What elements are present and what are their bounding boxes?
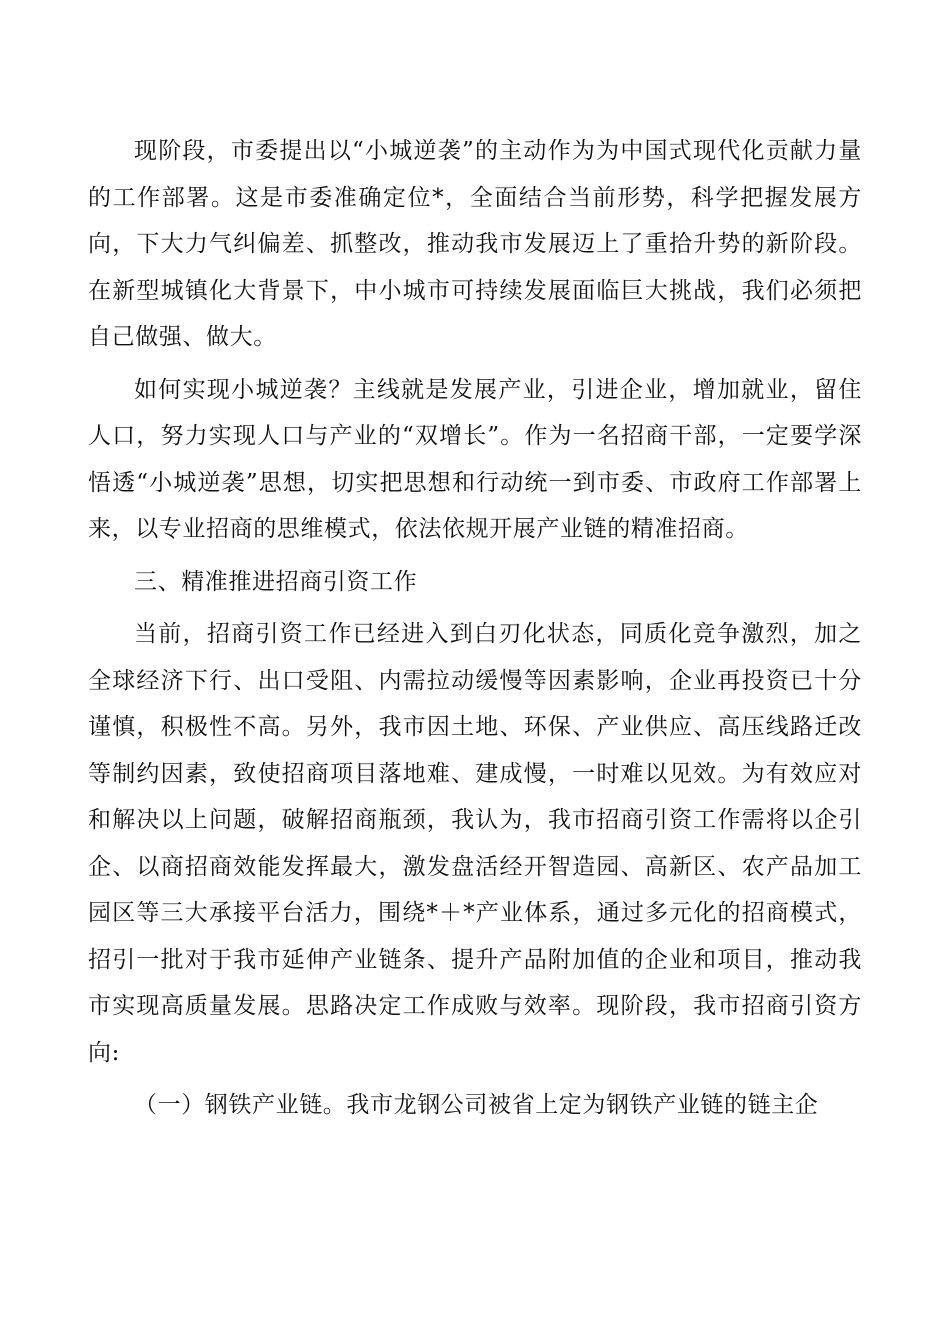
paragraph-current-situation: 当前，招商引资工作已经进入到白刃化状态，同质化竞争激烈，加之全球经济下行、出口受阻、内需拉动缓慢等因素影响，企业再投资已十分谨慎，积极性不高。另外，我市因土地、环保、产业供应、高压线路迁改等制约因素，致使招商项目落地难、建成慢，一时难以见效。为有效应对和解决以上问题，破解招商瓶颈，我认为，我市招商引资工作需将以企引企、以商招商效能发挥最大，激发盘活经开智造园、高新区、农产品加工园区等三大承接平台活力，围绕*＋*产业体系，通过多元化的招商模式，招引一批对于我市延伸产业链条、提升产品附加值的企业和项目，推动我市实现高质量发展。思路决定工作成败与效率。现阶段，我市招商引资方向: bbox=[88, 621, 862, 1066]
section-heading: 三、精准推进招商引资工作 bbox=[134, 568, 418, 595]
paragraph-how-to: 如何实现小城逆袭？主线就是发展产业，引进企业，增加就业，留住人口，努力实现人口与产业的“双增长”。作为一名招商干部，一定要学深悟透“小城逆袭”思想，切实把思想和行动统一到市委、市政府工作部署上来，以专业招商的思维模式，依法依规开展产业链的精准招商。 bbox=[88, 376, 862, 542]
paragraph-intro: 现阶段，市委提出以“小城逆袭”的主动作为为中国式现代化贡献力量的工作部署。这是市委准确定位*，全面结合当前形势，科学把握发展方向，下大力气纠偏差、抓整改，推动我市发展迈上了重拾升势的新阶段。在新型城镇化大背景下，中小城市可持续发展面临巨大挑战，我们必须把自己做强、做大。 bbox=[88, 138, 862, 350]
paragraph-steel-chain: （一）钢铁产业链。我市龙钢公司被省上定为钢铁产业链的链主企 bbox=[134, 1092, 819, 1118]
document-body bbox=[88, 128, 862, 1129]
